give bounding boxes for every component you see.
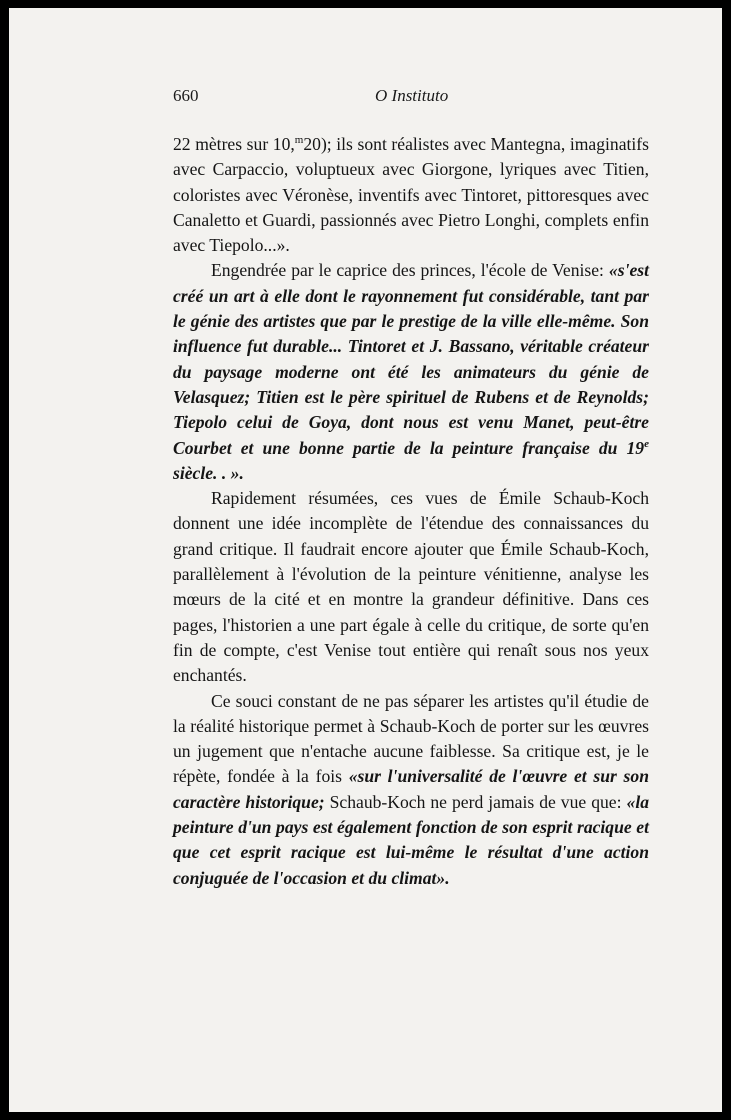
page-header	[173, 86, 647, 110]
body-text	[173, 132, 649, 891]
paragraph-4	[173, 689, 649, 891]
running-title: O Instituto	[375, 86, 449, 105]
paragraph-2	[173, 258, 649, 486]
paragraph-3	[173, 486, 649, 688]
page-number: 660	[173, 86, 199, 105]
scanned-page	[9, 8, 722, 1112]
paragraph-1	[173, 132, 649, 258]
quote-text: «sur l'universalité de l'œuvre et sur son caractère historique;	[173, 766, 649, 812]
text-run: Schaub-Koch ne perd jamais de vue que:	[324, 791, 627, 812]
quote-text: «s'est créé un art à elle dont le rayonnement fut considérable, tant par le génie des artistes que par le prestige de la ville elle-même. Son influence fut durable... Tintoret et J. Bassano, véritable créateur du paysage moderne ont été les animateurs du génie de Velasquez; Titien est le père spirituel de Rubens et de Reynolds; Tiepolo celui de Goya, dont nous est venu Manet, peut-être Courbet et une bonne partie de la peinture française du 19	[173, 260, 649, 458]
superscript: e	[644, 437, 649, 450]
text-run: Engendrée par le caprice des princes, l'école de Venise:	[211, 260, 609, 281]
quote-text: «la peinture d'un pays est également fonction de son esprit racique et que cet esprit racique est lui-même le résultat d'une action conjuguée de l'occasion et du climat».	[173, 791, 649, 888]
text-run: Rapidement résumées, ces vues de Émile Schaub-Koch donnent une idée incomplète de l'étendue des connaissances du grand critique. Il faudrait encore ajouter que Émile Schaub-Koch, parallèlement à l'évolution de la peinture vénitienne, analyse les mœurs de la cité et en montre la grandeur définitive. Dans ces pages, l'historien a une part égale à celle du critique, de sorte qu'en fin de compte, c'est Venise tout entière qui renaît sous nos yeux enchantés.	[173, 488, 649, 686]
text-run: 20); ils sont réalistes avec Mantegna, imaginatifs avec Carpaccio, voluptueux avec Giorgone, lyriques avec Titien, coloristes avec Véronèse, inventifs avec Tintoret, pittoresques avec Canaletto et Guardi, passionnés avec Pietro Longhi, complets enfin avec Tiepolo...».	[173, 134, 649, 256]
text-run: Ce souci constant de ne pas séparer les artistes qu'il étudie de la réalité historique permet à Schaub-Koch de porter sur les œuvres un jugement que n'entache aucune faiblesse. Sa critique est, je le répète, fondée à la fois	[173, 690, 649, 787]
superscript: m	[294, 134, 304, 147]
quote-text: siècle. . ».	[173, 462, 244, 483]
text-run: 22 mètres sur 10,	[173, 134, 295, 154]
